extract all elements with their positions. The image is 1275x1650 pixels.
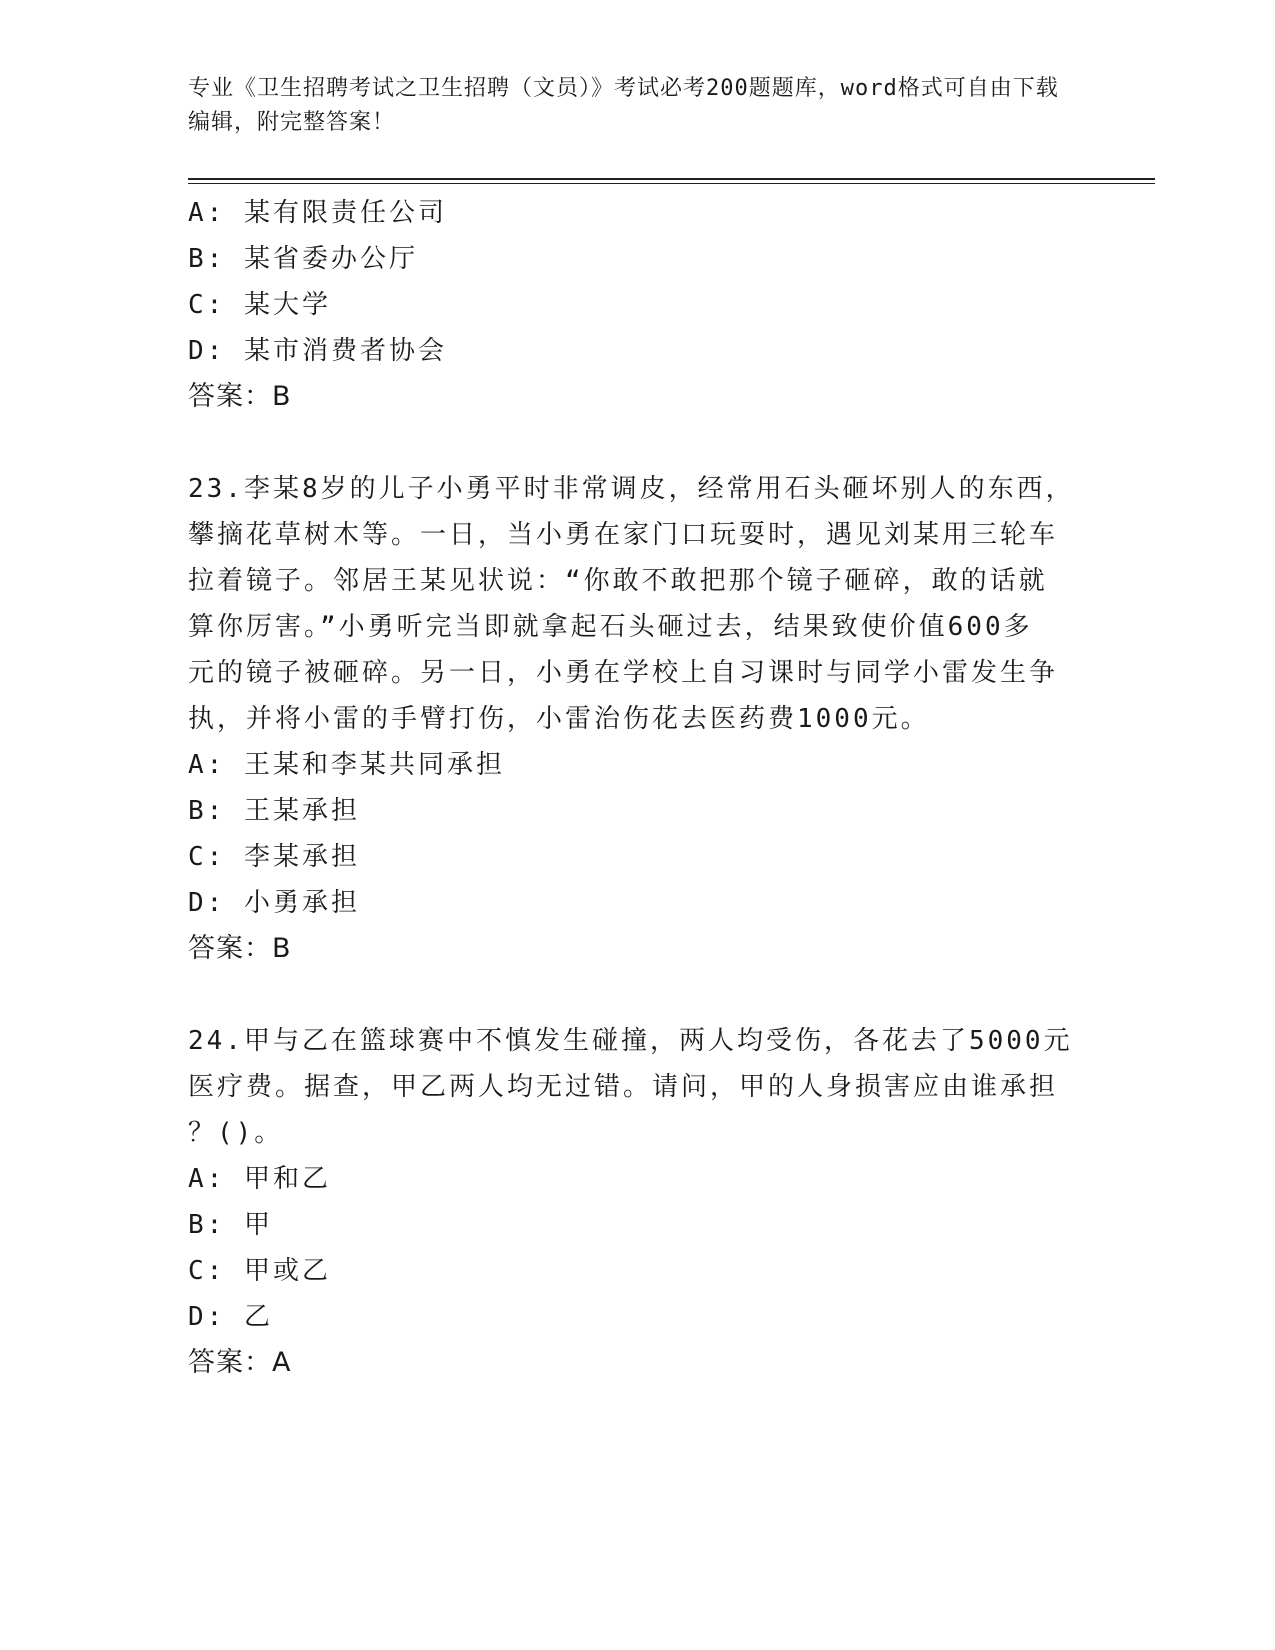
question-stem-line: 医疗费。据查，甲乙两人均无过错。请问，甲的人身损害应由谁承担 — [188, 1072, 1059, 1102]
option-d: D: 某市消费者协会 — [188, 336, 447, 366]
answer-line: 答案：B — [188, 381, 292, 412]
option-a: A: 王某和李某共同承担 — [188, 750, 505, 780]
option-d: D: 乙 — [188, 1302, 273, 1332]
header-rule-thick — [188, 178, 1155, 180]
question-stem-line: 23.李某8岁的儿子小勇平时非常调皮，经常用石头砸坏别人的东西， — [188, 474, 1075, 504]
document-body — [188, 190, 1075, 1386]
question-stem-line: 24.甲与乙在篮球赛中不慎发生碰撞，两人均受伤，各花去了5000元 — [188, 1026, 1073, 1056]
question-22 — [188, 190, 1068, 420]
spacer — [188, 972, 1068, 1018]
answer-line: 答案：B — [188, 933, 292, 964]
question-stem-line: 攀摘花草树木等。一日，当小勇在家门口玩耍时，遇见刘某用三轮车 — [188, 520, 1059, 550]
option-c: C: 甲或乙 — [188, 1256, 331, 1286]
question-stem-line: ？()。 — [188, 1118, 284, 1148]
header-rule-thin — [188, 183, 1155, 184]
question-stem-line: 执，并将小雷的手臂打伤，小雷治伤花去医药费1000元。 — [188, 704, 930, 734]
option-d: D: 小勇承担 — [188, 888, 360, 918]
option-b: B: 甲 — [188, 1210, 273, 1240]
answer-line: 答案：A — [188, 1347, 292, 1378]
option-a: A: 某有限责任公司 — [188, 198, 447, 228]
question-stem-line: 拉着镜子。邻居王某见状说：“你敢不敢把那个镜子砸碎，敢的话就 — [188, 566, 1048, 596]
option-a: A: 甲和乙 — [188, 1164, 331, 1194]
option-b: B: 某省委办公厅 — [188, 244, 418, 274]
document-header: 专业《卫生招聘考试之卫生招聘（文员）》考试必考200题题库，word格式可自由下载编辑，附完整答案！ — [188, 76, 1059, 135]
question-stem-line: 元的镜子被砸碎。另一日，小勇在学校上自习课时与同学小雷发生争 — [188, 658, 1059, 688]
question-23 — [188, 466, 1075, 972]
question-stem-line: 算你厉害。”小勇听完当即就拿起石头砸过去，结果致使价值600多 — [188, 612, 1033, 642]
option-b: B: 王某承担 — [188, 796, 360, 826]
spacer — [188, 420, 1068, 466]
option-c: C: 李某承担 — [188, 842, 360, 872]
question-24 — [188, 1018, 1073, 1386]
option-c: C: 某大学 — [188, 290, 331, 320]
